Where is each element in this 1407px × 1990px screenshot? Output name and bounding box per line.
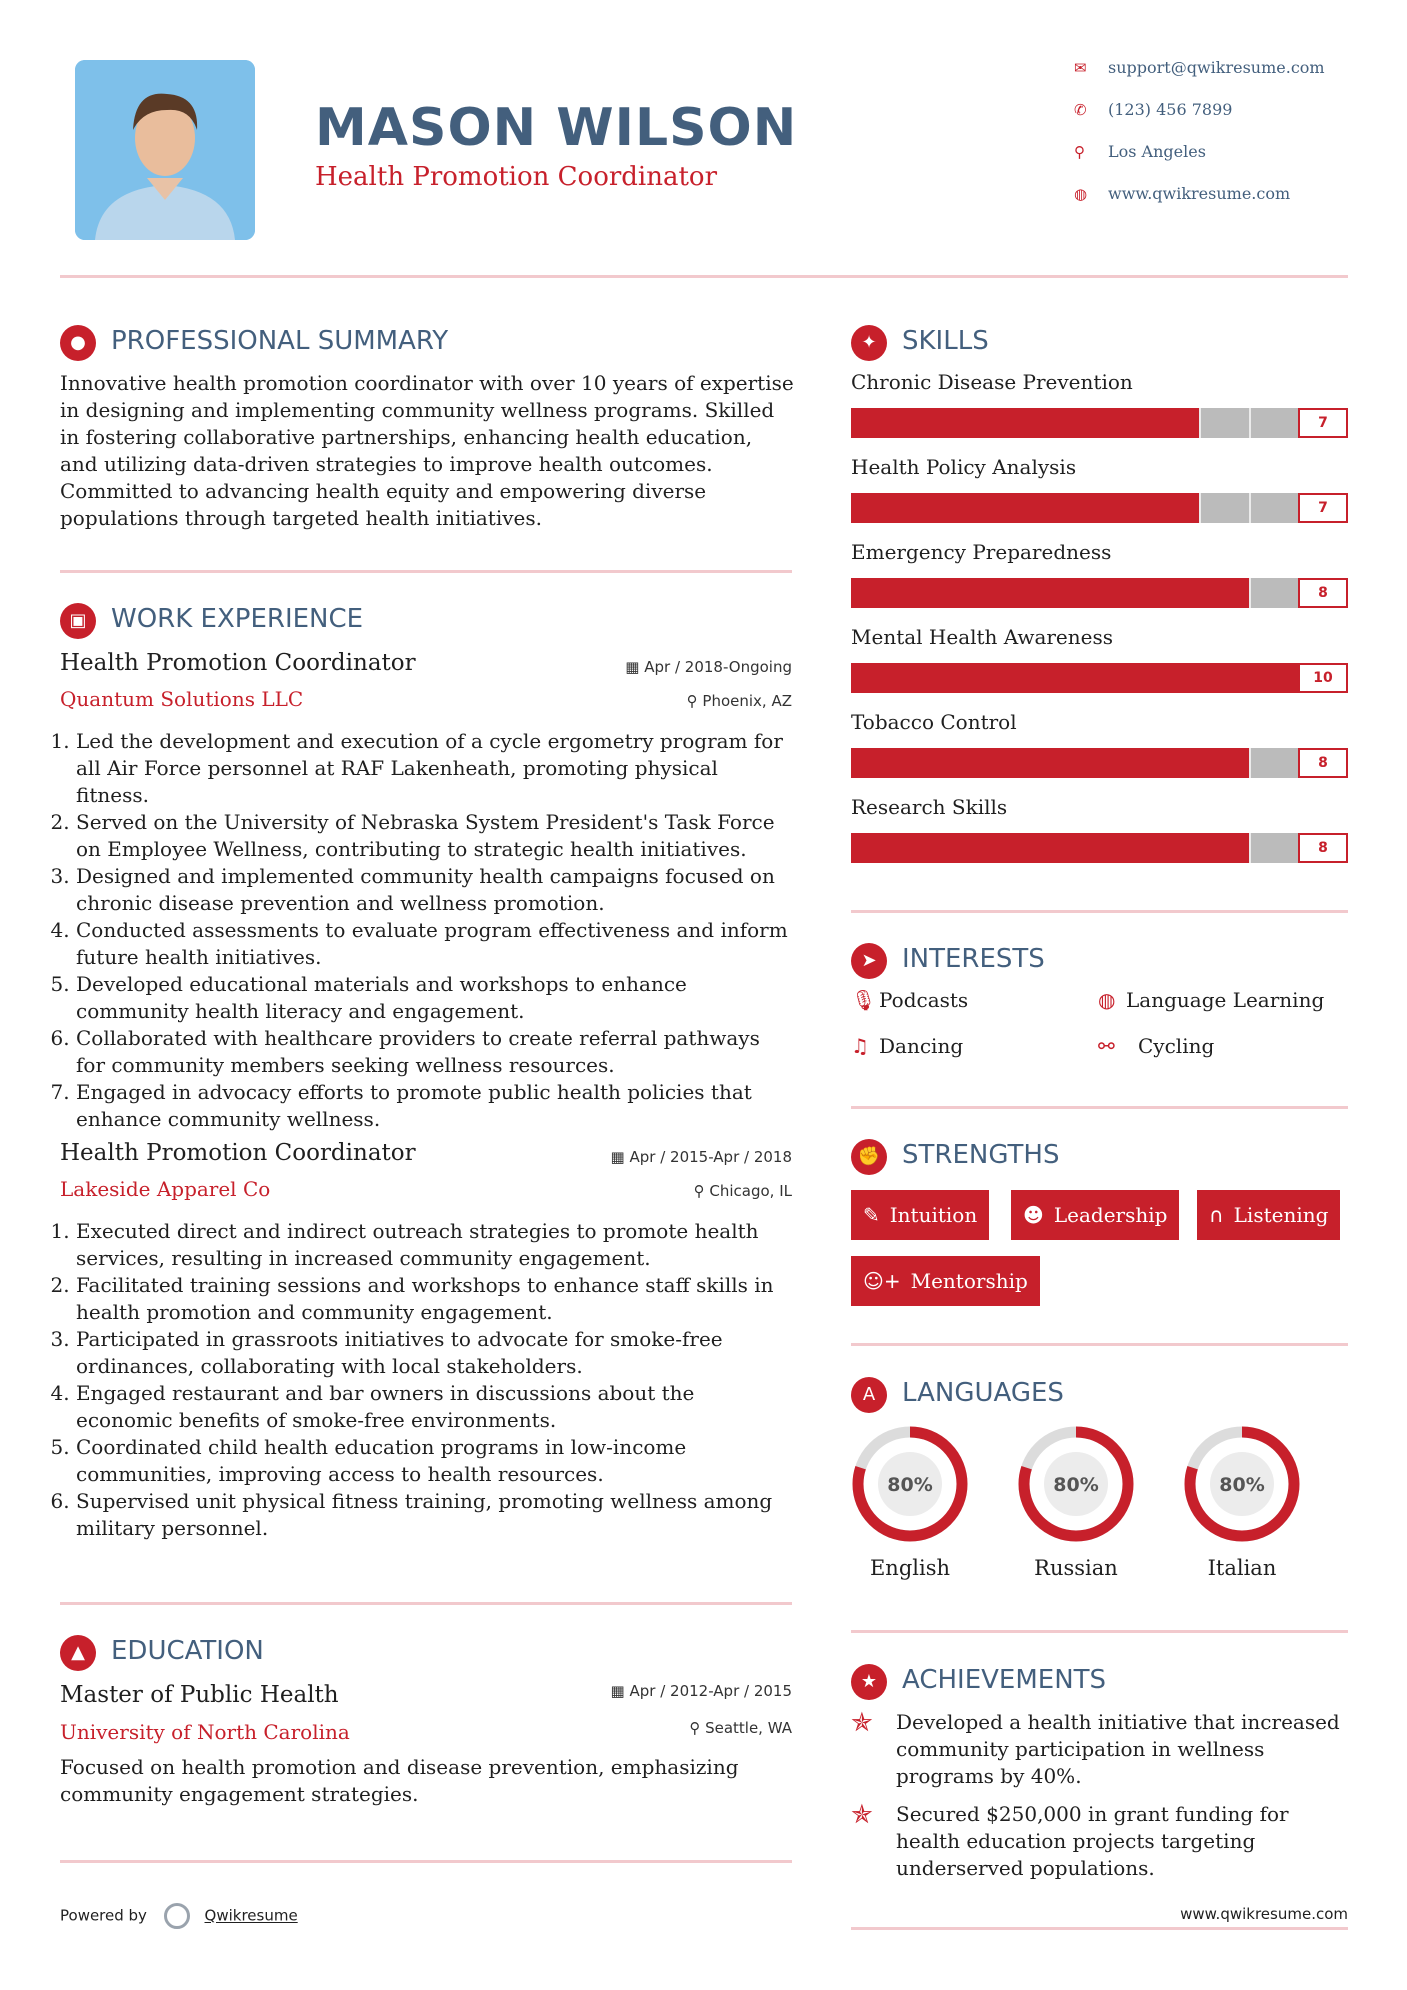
interest-label: Cycling [1138, 1034, 1215, 1058]
skill-value: 7 [1298, 493, 1348, 523]
job-2-company: Lakeside Apparel Co [60, 1177, 271, 1201]
globe-icon: ◍ [1074, 185, 1088, 203]
list-item: 4. Conducted assessments to evaluate program effectiveness and inform future health initiatives. [76, 917, 793, 971]
skill-bar-fill [851, 748, 1249, 778]
contact-phone-text: (123) 456 7899 [1108, 100, 1233, 119]
skill-bar [851, 663, 1348, 693]
strengths-heading: STRENGTHS [902, 1140, 1060, 1170]
education-heading: EDUCATION [111, 1636, 264, 1666]
headphones-icon: ∩ [1209, 1203, 1224, 1227]
job-1-company: Quantum Solutions LLC [60, 687, 304, 711]
skill-bar-fill [851, 833, 1249, 863]
phone-icon: ✆ [1074, 101, 1087, 119]
skill-value: 8 [1298, 578, 1348, 608]
star-icon: ✯ [851, 1708, 873, 1738]
skill-value: 10 [1298, 663, 1348, 693]
list-item: 2. Served on the University of Nebraska System President's Task Force on Employee Wellness, contributing to strategic health initiatives. [76, 809, 793, 863]
job-1-dates [560, 658, 792, 676]
interests-heading: INTERESTS [902, 944, 1045, 974]
languages-heading: LANGUAGES [902, 1378, 1064, 1408]
job-2-location-text: Chicago, IL [709, 1182, 792, 1200]
list-item: 5. Developed educational materials and workshops to enhance community health literacy and engagement. [76, 971, 793, 1025]
translate-icon: A [851, 1377, 887, 1413]
strengths-divider [851, 1343, 1348, 1346]
skill-bar-tick [1199, 493, 1201, 523]
language-percent: 80% [887, 1474, 933, 1496]
email-icon: ✉ [1074, 59, 1087, 77]
contact-email[interactable] [1074, 58, 1325, 77]
summary-text: Innovative health promotion coordinator with over 10 years of expertise in designing and implementing community wellness programs. Skilled in fostering collaborative partnerships, enhancing health education, and utilizing data-driven strategies to improve health outcomes. Committed to advancing health equity and empowering diverse populations through targeted health initiatives. [60, 371, 794, 530]
qwikresume-link[interactable]: Qwikresume [204, 1906, 298, 1925]
skill-label: Mental Health Awareness [851, 625, 1114, 649]
job-1-list [58, 728, 793, 1133]
education-dates-text: Apr / 2012-Apr / 2015 [629, 1682, 792, 1700]
strength-label: Mentorship [910, 1269, 1028, 1293]
profile-photo [75, 60, 255, 240]
achievements-heading: ACHIEVEMENTS [902, 1665, 1107, 1695]
skill-label: Health Policy Analysis [851, 455, 1077, 479]
user-plus-icon: ☺+ [863, 1269, 901, 1293]
skill-bar-fill [851, 408, 1199, 438]
job-1-title: Health Promotion Coordinator [60, 650, 416, 676]
header-divider [60, 275, 1348, 278]
skill-bar-fill [851, 663, 1348, 693]
achievement-item: Secured $250,000 in grant funding for health education projects targeting underserved populations. [896, 1802, 1289, 1880]
fist-icon: ✊ [851, 1139, 887, 1175]
education-location [560, 1719, 792, 1737]
job-2-dates [560, 1148, 792, 1166]
language-label: English [869, 1556, 951, 1580]
job-2-title: Health Promotion Coordinator [60, 1140, 416, 1166]
skill-bar [851, 493, 1348, 523]
job-1-location [560, 692, 792, 710]
skill-label: Research Skills [851, 795, 1008, 819]
skill-bar-tick [1249, 833, 1251, 863]
paper-plane-icon: ➤ [851, 943, 887, 979]
skill-bar [851, 408, 1348, 438]
education-school: University of North Carolina [60, 1720, 350, 1744]
list-item: 3. Designed and implemented community health campaigns focused on chronic disease prevention and wellness promotion. [76, 863, 793, 917]
language-percent: 80% [1053, 1474, 1099, 1496]
list-item: 1. Led the development and execution of a cycle ergometry program for all Air Force personnel at RAF Lakenheath, promoting physical fitness. [76, 728, 793, 809]
contact-website-text: www.qwikresume.com [1108, 184, 1291, 203]
job-2-location [560, 1182, 792, 1200]
interest-dancing [851, 1034, 963, 1058]
person-illustration [75, 60, 255, 240]
footer-url[interactable]: www.qwikresume.com [1180, 1905, 1348, 1923]
pin-icon: ⚲ [689, 1719, 706, 1737]
calendar-icon: ▦ [610, 1148, 630, 1166]
job-1-location-text: Phoenix, AZ [702, 692, 792, 710]
bicycle-icon: ⚯ [1098, 1034, 1115, 1058]
list-item: 1. Executed direct and indirect outreach strategies to promote health services, resulting in increased community engagement. [76, 1218, 793, 1272]
strength-tag [1011, 1190, 1179, 1240]
languages-divider [851, 1630, 1348, 1633]
skill-bar-fill [851, 578, 1249, 608]
globe-icon: ◍ [1098, 988, 1116, 1012]
pin-icon: ⚲ [693, 1182, 710, 1200]
location-icon: ⚲ [1074, 143, 1085, 161]
skill-bar [851, 833, 1348, 863]
user-icon: ● [60, 325, 96, 361]
interest-label: Dancing [879, 1034, 964, 1058]
candidate-role: Health Promotion Coordinator [315, 162, 718, 192]
language-donut [845, 1419, 975, 1549]
job-1-dates-text: Apr / 2018-Ongoing [644, 658, 792, 676]
job-2-dates-text: Apr / 2015-Apr / 2018 [629, 1148, 792, 1166]
education-text: Focused on health promotion and disease prevention, emphasizing community engagement strategies. [60, 1755, 739, 1806]
language-label: Russian [1034, 1556, 1118, 1580]
contact-phone[interactable] [1074, 100, 1232, 119]
candidate-name: MASON WILSON [315, 98, 798, 158]
strength-label: Listening [1233, 1203, 1329, 1227]
contact-location [1074, 142, 1206, 161]
skill-label: Emergency Preparedness [851, 540, 1112, 564]
strength-label: Leadership [1053, 1203, 1168, 1227]
language-donut [1011, 1419, 1141, 1549]
music-icon: ♫ [851, 1034, 869, 1058]
list-item: 3. Participated in grassroots initiatives to advocate for smoke-free ordinances, collaborating with local stakeholders. [76, 1326, 793, 1380]
list-item: 6. Collaborated with healthcare providers to create referral pathways for community members seeking wellness resources. [76, 1025, 793, 1079]
education-degree: Master of Public Health [60, 1682, 339, 1708]
calendar-icon: ▦ [610, 1682, 630, 1700]
list-item: 5. Coordinated child health education programs in low-income communities, improving access to health resources. [76, 1434, 793, 1488]
skill-bar-tick [1249, 493, 1251, 523]
skill-value: 7 [1298, 408, 1348, 438]
experience-divider [60, 1602, 792, 1605]
skill-bar [851, 748, 1348, 778]
skill-bar-tick [1249, 408, 1251, 438]
interest-podcasts [851, 988, 968, 1012]
language-label: Italian [1207, 1556, 1277, 1580]
skills-divider [851, 910, 1348, 913]
lightbulb-icon: ✦ [851, 325, 887, 361]
trophy-icon: ★ [851, 1664, 887, 1700]
achievement-item: Developed a health initiative that increased community participation in wellness programs by 40%. [896, 1710, 1340, 1788]
education-divider [60, 1860, 792, 1863]
microphone-icon: 🎙 [851, 988, 877, 1012]
interest-label: Language Learning [1126, 988, 1325, 1012]
summary-heading: PROFESSIONAL SUMMARY [111, 326, 449, 356]
qwikresume-logo-icon [164, 1903, 190, 1929]
skill-label: Tobacco Control [851, 710, 1017, 734]
briefcase-icon: ▣ [60, 603, 96, 639]
job-2-list [58, 1218, 793, 1542]
strength-tag [851, 1256, 1040, 1306]
experience-heading: WORK EXPERIENCE [111, 604, 364, 634]
footer-divider [851, 1927, 1348, 1930]
star-icon: ✯ [851, 1800, 873, 1830]
interest-language-learning [1098, 988, 1324, 1012]
powered-by [60, 1903, 298, 1929]
skill-value: 8 [1298, 748, 1348, 778]
graduation-cap-icon: ▲ [60, 1635, 96, 1671]
language-donut [1177, 1419, 1307, 1549]
contact-website[interactable] [1074, 184, 1290, 203]
summary-divider [60, 570, 792, 573]
users-icon: ☻ [1023, 1203, 1044, 1227]
skill-bar [851, 578, 1348, 608]
education-location-text: Seattle, WA [705, 1719, 792, 1737]
skill-value: 8 [1298, 833, 1348, 863]
skill-bar-tick [1249, 578, 1251, 608]
powered-by-text: Powered by [60, 1906, 147, 1925]
strength-tag [851, 1190, 989, 1240]
strength-label: Intuition [889, 1203, 978, 1227]
skills-heading: SKILLS [902, 326, 989, 356]
language-percent: 80% [1219, 1474, 1265, 1496]
interests-divider [851, 1106, 1348, 1109]
interest-cycling [1098, 1034, 1214, 1058]
wand-icon: ✎ [863, 1203, 880, 1227]
contact-location-text: Los Angeles [1108, 142, 1206, 161]
skill-bar-tick [1249, 748, 1251, 778]
list-item: 6. Supervised unit physical fitness training, promoting wellness among military personnel. [76, 1488, 793, 1542]
list-item: 7. Engaged in advocacy efforts to promote public health policies that enhance community wellness. [76, 1079, 793, 1133]
interest-label: Podcasts [879, 988, 969, 1012]
list-item: 2. Facilitated training sessions and workshops to enhance staff skills in health promotion and community engagement. [76, 1272, 793, 1326]
list-item: 4. Engaged restaurant and bar owners in discussions about the economic benefits of smoke-free environments. [76, 1380, 793, 1434]
pin-icon: ⚲ [686, 692, 703, 710]
calendar-icon: ▦ [625, 658, 645, 676]
skill-bar-tick [1199, 408, 1201, 438]
education-dates [560, 1682, 792, 1700]
contact-email-text: support@qwikresume.com [1108, 58, 1325, 77]
skill-bar-fill [851, 493, 1199, 523]
strength-tag [1197, 1190, 1340, 1240]
skill-label: Chronic Disease Prevention [851, 370, 1133, 394]
